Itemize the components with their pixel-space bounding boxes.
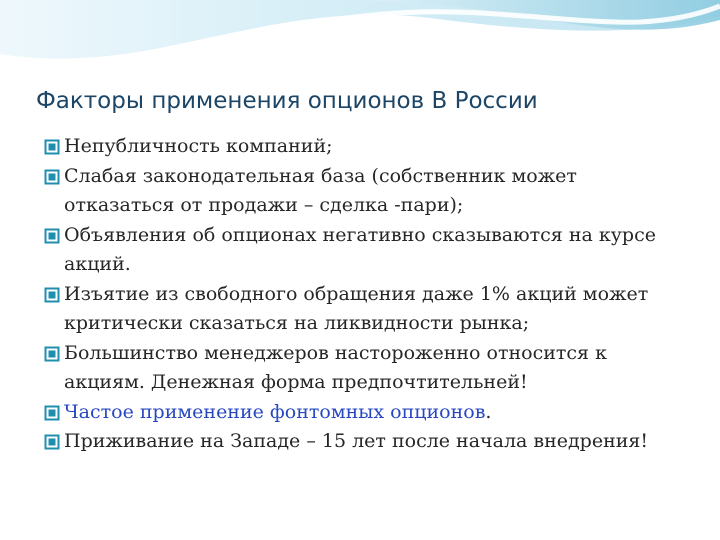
square-checkbox-icon xyxy=(44,346,60,362)
square-checkbox-icon xyxy=(44,405,60,421)
bullet-list xyxy=(44,132,684,457)
bullet-text: Большинство менеджеров настороженно относится к акциям. Денежная форма предпочтительней! xyxy=(64,341,607,393)
bullet-text: Объявления об опционах негативно сказываются на курсе акций. xyxy=(64,223,656,275)
bullet-item xyxy=(44,280,684,339)
square-checkbox-icon xyxy=(44,228,60,244)
bullet-item xyxy=(44,162,684,221)
bullet-text: Слабая законодательная база (собственник может отказаться от продажи – сделка -пари); xyxy=(64,164,577,216)
bullet-text: Непубличность компаний; xyxy=(64,135,333,157)
bullet-text: Приживание на Западе – 15 лет после начала внедрения! xyxy=(64,430,649,452)
bullet-tail: . xyxy=(485,400,492,423)
square-checkbox-icon xyxy=(44,169,60,185)
bullet-item xyxy=(44,221,684,280)
bullet-text: Изъятие из свободного обращения даже 1% акций может критически сказаться на ликвидности рынка; xyxy=(64,282,649,334)
bullet-item xyxy=(44,339,684,398)
bullet-text: Частое применение фонтомных опционов xyxy=(64,400,486,423)
slide-title: Факторы применения опционов В России xyxy=(36,88,538,114)
square-checkbox-icon xyxy=(44,434,60,450)
square-checkbox-icon xyxy=(44,287,60,303)
header-wave-decoration xyxy=(0,0,720,90)
bullet-item-highlighted xyxy=(44,398,684,428)
square-checkbox-icon xyxy=(44,139,60,155)
bullet-item xyxy=(44,427,684,457)
bullet-item xyxy=(44,132,684,162)
